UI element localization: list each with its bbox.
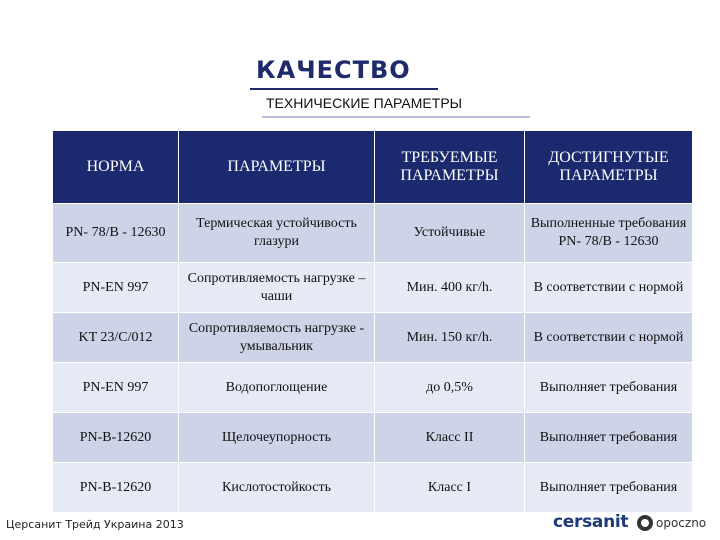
cell-achieved: Выполняет требования [525, 413, 693, 463]
cell-parameter: Водопоглощение [179, 363, 375, 413]
column-header-norm: НОРМА [53, 131, 179, 204]
opoczno-logo-icon [637, 515, 653, 531]
cell-parameter: Щелочеупорность [179, 413, 375, 463]
footer-company: Церсанит Трейд Украина 2013 [6, 518, 184, 531]
cell-achieved: В соответствии с нормой [525, 263, 693, 313]
cell-norm: PN-EN 997 [53, 363, 179, 413]
cell-norm: PN-B-12620 [53, 463, 179, 513]
cell-required: Класс II [375, 413, 525, 463]
parameters-table [52, 130, 692, 513]
table-row [53, 363, 693, 413]
column-header-achieved: ДОСТИГНУТЫЕ ПАРАМЕТРЫ [525, 131, 693, 204]
cell-norm: PN-EN 997 [53, 263, 179, 313]
cersanit-logo: cersanit [553, 512, 629, 532]
table-row [53, 263, 693, 313]
subtitle-underline [262, 116, 530, 118]
cell-norm: PN- 78/B - 12630 [53, 204, 179, 263]
page-title: КАЧЕСТВО [256, 56, 411, 84]
cell-required: до 0,5% [375, 363, 525, 413]
column-header-required: ТРЕБУЕМЫЕ ПАРАМЕТРЫ [375, 131, 525, 204]
cell-required: Мин. 400 кг/h. [375, 263, 525, 313]
cell-parameter: Сопротивляемость нагрузке - умывальник [179, 313, 375, 363]
cell-norm: KT 23/C/012 [53, 313, 179, 363]
cell-required: Устойчивые [375, 204, 525, 263]
table-row [53, 313, 693, 363]
opoczno-logo: opoczno [656, 516, 707, 530]
cell-achieved: Выполняет требования [525, 363, 693, 413]
table-row [53, 413, 693, 463]
cell-achieved: Выполняет требования [525, 463, 693, 513]
title-underline [250, 88, 438, 90]
cell-parameter: Кислотостойкость [179, 463, 375, 513]
table-row [53, 204, 693, 263]
table-header-row [53, 131, 693, 204]
cell-norm: PN-B-12620 [53, 413, 179, 463]
table-row [53, 463, 693, 513]
page-subtitle: ТЕХНИЧЕСКИЕ ПАРАМЕТРЫ [266, 95, 463, 111]
cell-achieved: В соответствии с нормой [525, 313, 693, 363]
cell-required: Мин. 150 кг/h. [375, 313, 525, 363]
cell-required: Класс I [375, 463, 525, 513]
cell-parameter: Сопротивляемость нагрузке – чаши [179, 263, 375, 313]
cell-parameter: Термическая устойчивость глазури [179, 204, 375, 263]
cell-achieved: Выполненные требования PN- 78/B - 12630 [525, 204, 693, 263]
column-header-parameters: ПАРАМЕТРЫ [179, 131, 375, 204]
